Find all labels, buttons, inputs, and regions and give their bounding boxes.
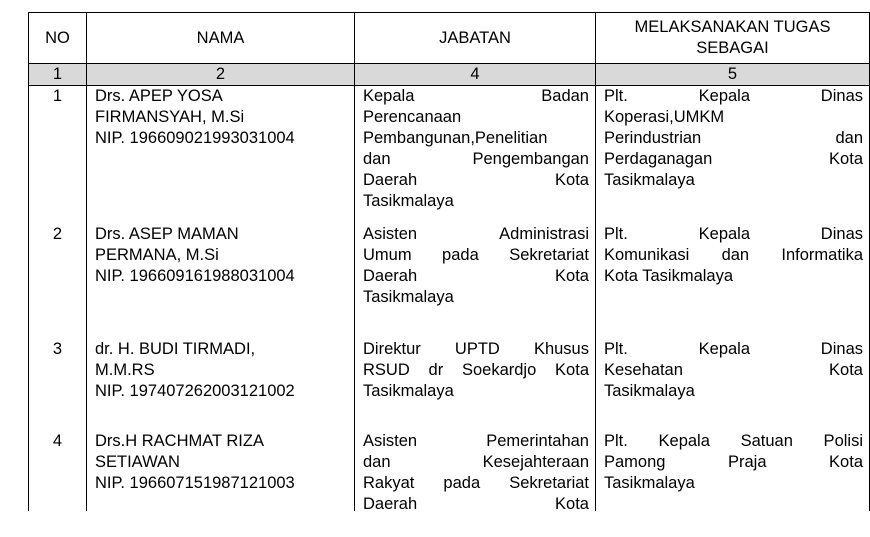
table-row: [29, 224, 870, 339]
header-tugas-line2: SEBAGAI: [696, 39, 769, 57]
jabatan-line: Asisten Administrasi: [363, 225, 589, 243]
tugas-line: Tasikmalaya: [604, 171, 695, 189]
row-number: 3: [29, 339, 87, 431]
jabatan-line: Asisten Pemerintahan: [363, 432, 589, 450]
tugas-line: Koperasi,UMKM: [604, 108, 725, 126]
tugas-cell: [596, 224, 870, 339]
table-row: [29, 431, 870, 511]
header-tugas-line1: MELAKSANAKAN TUGAS: [634, 18, 831, 36]
column-number: 5: [596, 64, 870, 86]
tugas-cell: [596, 339, 870, 431]
nama-line: PERMANA, M.Si: [95, 246, 219, 264]
nama-line: dr. H. BUDI TIRMADI,: [95, 340, 256, 358]
nama-line: Drs. ASEP MAMAN: [95, 225, 239, 243]
column-number: 2: [87, 64, 355, 86]
tugas-line: Tasikmalaya: [604, 382, 695, 400]
nama-line: SETIAWAN: [95, 453, 180, 471]
nama-line: FIRMANSYAH, M.Si: [95, 108, 245, 126]
jabatan-line: RSUD dr Soekardjo Kota: [363, 361, 589, 379]
row-number: 1: [29, 86, 87, 225]
nama-line: M.M.RS: [95, 361, 155, 379]
jabatan-line: Direktur UPTD Khusus: [363, 340, 589, 358]
jabatan-line: Umum pada Sekretariat: [363, 246, 589, 264]
header-nama: NAMA: [87, 13, 355, 64]
jabatan-line: Tasikmalaya: [363, 288, 454, 306]
nama-cell: [87, 431, 355, 511]
header-jabatan: JABATAN: [355, 13, 596, 64]
tugas-line: Komunikasi dan Informatika: [604, 246, 863, 264]
table-row: [29, 339, 870, 431]
jabatan-line: Tasikmalaya: [363, 192, 454, 210]
jabatan-line: Pembangunan,Penelitian: [363, 129, 548, 147]
jabatan-line: Daerah Kota: [363, 267, 589, 285]
tugas-line: Plt. Kepala Dinas: [604, 340, 863, 358]
jabatan-line: Tasikmalaya: [363, 382, 454, 400]
nama-cell: [87, 224, 355, 339]
nip-line: NIP. 196607151987121003: [95, 474, 295, 492]
jabatan-line: Daerah Kota: [363, 171, 589, 189]
tugas-cell: [596, 86, 870, 225]
nama-line: Drs. APEP YOSA: [95, 87, 223, 105]
table-row: [29, 86, 870, 225]
nip-line: NIP. 196609161988031004: [95, 267, 295, 285]
tugas-line: Pamong Praja Kota: [604, 453, 863, 471]
jabatan-cell: [355, 339, 596, 431]
nama-cell: [87, 86, 355, 225]
nama-line: Drs.H RACHMAT RIZA: [95, 432, 264, 450]
jabatan-cell: [355, 224, 596, 339]
header-no: NO: [29, 13, 87, 64]
tugas-line: Kesehatan Kota: [604, 361, 863, 379]
tugas-line: Plt. Kepala Dinas: [604, 87, 863, 105]
jabatan-line: Kepala Badan: [363, 87, 589, 105]
column-number: 4: [355, 64, 596, 86]
column-number-row: [29, 64, 870, 86]
tugas-line: Plt. Kepala Satuan Polisi: [604, 432, 863, 450]
jabatan-line: Perencanaan: [363, 108, 462, 126]
tugas-line: Plt. Kepala Dinas: [604, 225, 863, 243]
tugas-cell: [596, 431, 870, 511]
tugas-line: Perindustrian dan: [604, 129, 863, 147]
jabatan-line: dan Pengembangan: [363, 150, 589, 168]
row-number: 2: [29, 224, 87, 339]
jabatan-line: dan Kesejahteraan: [363, 453, 589, 471]
jabatan-cell: [355, 86, 596, 225]
jabatan-line: Rakyat pada Sekretariat: [363, 474, 589, 492]
nama-cell: [87, 339, 355, 431]
tugas-line: Perdaganagan Kota: [604, 150, 863, 168]
header-row: [29, 13, 870, 64]
jabatan-cell: [355, 431, 596, 511]
assignment-table: [28, 12, 870, 511]
row-number: 4: [29, 431, 87, 511]
tugas-line: Kota Tasikmalaya: [604, 267, 734, 285]
column-number: 1: [29, 64, 87, 86]
tugas-line: Tasikmalaya: [604, 474, 695, 492]
jabatan-line: Daerah Kota: [363, 495, 589, 511]
nip-line: NIP. 197407262003121002: [95, 382, 295, 400]
header-tugas: [596, 13, 870, 64]
nip-line: NIP. 196609021993031004: [95, 129, 295, 147]
